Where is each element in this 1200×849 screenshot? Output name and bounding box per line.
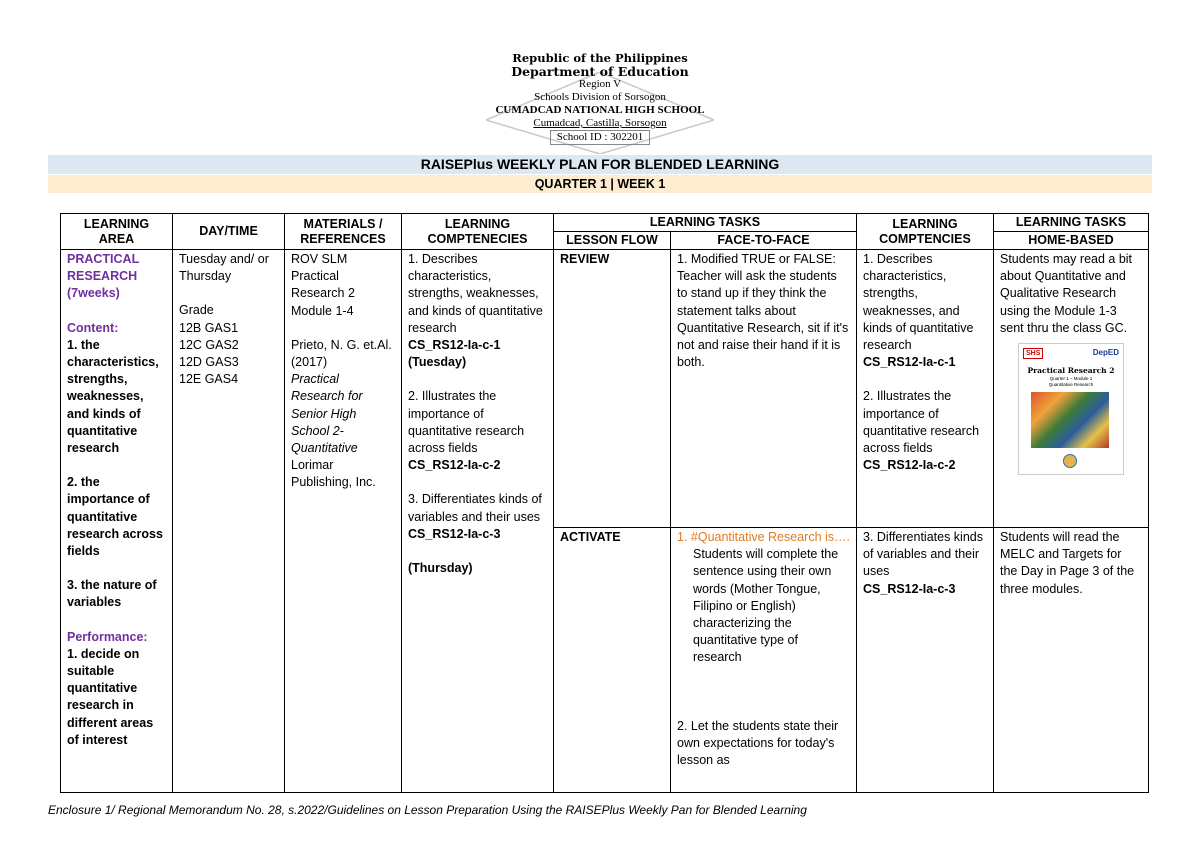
module-cover-sub2: Quantitative Research [1048,382,1094,388]
letterhead-school-id: School ID : 302201 [550,130,650,145]
header-lesson-flow: LESSON FLOW [554,232,671,250]
performance-label: Performance: [67,629,148,644]
letterhead-republic: Republic of the Philippines [512,51,688,65]
content-item-3: 3. the nature of variables [67,578,157,610]
module-cover-art [1031,392,1109,448]
section-1: 12B GAS1 [179,320,239,335]
module-cover-title: Practical Research 2 [1027,366,1115,376]
learning-area-cell [61,250,173,793]
competencies-cell [402,250,554,793]
header-face-to-face: FACE-TO-FACE [671,232,857,250]
lesson-flow-activate: ACTIVATE [554,528,671,793]
review-home-task: Students may read a bit about Quantitative and Qualitative Research using the Module 1-3 sent thru the class GC. [1000,252,1133,335]
header-day-time: DAY/TIME [173,214,285,250]
review-competency-2-code: CS_RS12-Ia-c-2 [863,458,956,473]
section-4: 12E GAS4 [179,372,239,387]
competency-1: 1. Describes characteristics, strengths, weaknesses, and kinds of quantitative research [408,252,543,335]
letterhead-address: Cumadcad, Castilla, Sorsogon [533,117,667,129]
letterhead-region: Region V [578,78,622,90]
module-cover-seal [1063,454,1077,468]
letterhead-department: Department of Education [511,64,689,79]
module-cover-brand: DepED [1092,348,1119,358]
reference-2-publisher: Lorimar Publishing, Inc. [291,458,376,490]
header-learning-tasks-2: LEARNING TASKS [994,214,1149,232]
footer-note: Enclosure 1/ Regional Memorandum No. 28, s.2022/Guidelines on Lesson Preparation Using the RAISEPlus Weekly Pan for Blended Learning [48,803,807,817]
page-title: RAISEPlus WEEKLY PLAN FOR BLENDED LEARNING [48,155,1152,174]
reference-2-title: Practical Research for Senior High School 2- Quantitative [291,372,363,456]
header-learning-area: LEARNING AREA [61,214,173,250]
day-time-cell [173,250,285,793]
competency-3: 3. Differentiates kinds of variables and their uses [408,492,542,524]
activate-tasks-cell [671,528,857,793]
header-materials: MATERIALS / REFERENCES [285,214,402,250]
header-home-based: HOME-BASED [994,232,1149,250]
review-home-cell [994,250,1149,528]
reference-2-author: Prieto, N. G. et.Al. (2017) [291,337,392,370]
competency-3-day: (Thursday) [408,561,473,576]
content-item-2: 2. the importance of quantitative research across fields [67,475,163,559]
activate-competencies-cell [857,528,994,793]
content-item-1: 1. the characteristics, strengths, weaknesses, and kinds of quantitative research [67,337,159,456]
competency-3-code: CS_RS12-Ia-c-3 [408,526,501,541]
review-competency-1-code: CS_RS12-Ia-c-1 [863,355,956,370]
header-learning-tasks: LEARNING TASKS [554,214,857,232]
module-cover-sub1: Quarter 1 – Module 1 [1049,376,1093,382]
letterhead [470,52,730,145]
subject-name: PRACTICAL RESEARCH [67,252,139,284]
page-subtitle: QUARTER 1 | WEEK 1 [48,175,1152,193]
grade-label: Grade [179,303,214,318]
review-competencies-cell [857,250,994,528]
letterhead-school: CUMADCAD NATIONAL HIGH SCHOOL [495,104,705,116]
subject-duration: (7weeks) [67,286,120,301]
header-competencies-2: LEARNING COMPTENCIES [857,214,994,250]
activate-task-1-body: Students will complete the sentence using their own words (Mother Tongue, Filipino or English) characterizing the quantitative type of research [693,547,839,665]
module-cover-tag: SHS [1023,348,1043,359]
competency-2: 2. Illustrates the importance of quantitative research across fields [408,389,525,456]
section-2: 12C GAS2 [179,337,239,352]
activate-home-task: Students will read the MELC and Targets for the Day in Page 3 of the three modules. [994,528,1149,793]
competency-2-code: CS_RS12-Ia-c-2 [408,458,501,473]
review-task: 1. Modified TRUE or FALSE: Teacher will ask the students to stand up if they think the statement talks about Quantitative Research, sit if it's not and raise their hand if it is both. [671,250,857,528]
reference-1: ROV SLM Practical Research 2 Module 1-4 [291,252,355,318]
activate-competency-3-code: CS_RS12-Ia-c-3 [863,581,956,596]
activate-task-1-title: 1. #Quantitative Research is…. [677,530,850,544]
performance-item-1: 1. decide on suitable quantitative research in different areas of interest [67,646,154,747]
competency-1-day: (Tuesday) [408,355,467,370]
lesson-flow-review: REVIEW [554,250,671,528]
module-cover-image [1018,343,1124,475]
content-label: Content: [67,320,119,335]
review-competency-1: 1. Describes characteristics, strengths, weaknesses, and kinds of quantitative research [863,252,974,353]
weekly-plan-table [60,213,1149,793]
letterhead-division: Schools Division of Sorsogon [534,91,666,103]
activate-task-2: 2. Let the students state their own expectations for today's lesson as [677,718,839,768]
header-competencies: LEARNING COMPTENECIES [402,214,554,250]
review-competency-2: 2. Illustrates the importance of quantitative research across fields [863,389,980,456]
days-text: Tuesday and/ or Thursday [179,252,269,284]
competency-1-code: CS_RS12-Ia-c-1 [408,338,501,353]
activate-competency-3: 3. Differentiates kinds of variables and their uses [863,530,983,579]
section-3: 12D GAS3 [179,355,239,370]
materials-cell [285,250,402,793]
